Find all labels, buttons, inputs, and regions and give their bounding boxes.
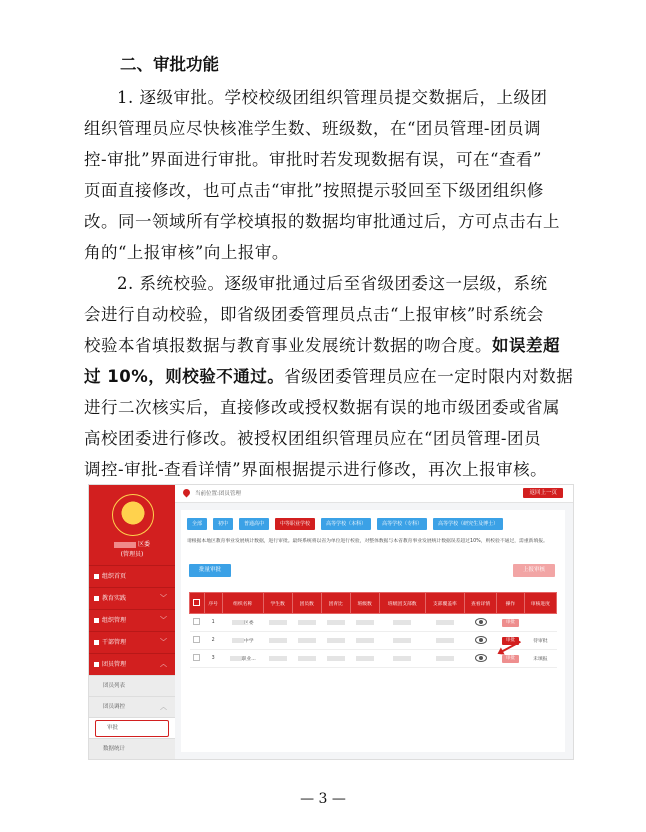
cell-org: 区委	[222, 614, 263, 632]
column-header: 查看详情	[464, 593, 496, 614]
tab-graduate[interactable]: 高等学校（研究生及博士）	[433, 518, 503, 530]
paragraph-validation	[84, 268, 574, 485]
para2-line: 高校团委进行修改。被授权团组织管理员应在“团员管理-团员	[84, 429, 542, 448]
back-button[interactable]: 返回上一页	[523, 488, 563, 498]
para2-lead: 2. 系统校验。	[117, 274, 225, 293]
cell-progress: 待审批	[524, 632, 556, 650]
user-role: (管理员)	[120, 551, 144, 558]
paragraph-approval	[84, 82, 574, 268]
para2-bold-text: 过 10%，则校验不通过。	[84, 367, 285, 386]
column-header: 组织名称	[222, 593, 263, 614]
column-header: 班级数	[350, 593, 379, 614]
para1-line: 控-审批”界面进行审批。审批时若发现数据有误，可在“查看”	[84, 150, 542, 169]
para1-lead: 1. 逐级审批。	[117, 88, 225, 107]
approve-button[interactable]: 审批	[502, 619, 519, 627]
sidebar-header	[89, 485, 175, 565]
sidebar-item-members[interactable]: 团员管理 ︿	[89, 653, 175, 675]
members-icon	[94, 662, 99, 667]
sidebar	[89, 485, 175, 759]
para1-line: 学校校级团组织管理员提交数据后，上级团	[224, 88, 548, 107]
view-details-icon[interactable]	[475, 654, 487, 662]
breadcrumb: 当前位置:团员管理	[195, 491, 241, 497]
para2-line: 逐级审批通过后至省级团委这一层级，系统	[224, 274, 548, 293]
cell-org: 职业...	[222, 650, 263, 668]
para1-line: 角的“上报审核”向上报审。	[84, 243, 289, 262]
tab-senior-high[interactable]: 普通高中	[239, 518, 269, 530]
tab-all[interactable]: 全部	[187, 518, 207, 530]
cell-no: 1	[204, 614, 222, 632]
para2-bold-text: 如误差超	[492, 336, 560, 355]
sidebar-subitem-member-adjust[interactable]: 团员调控 ︿	[89, 696, 175, 717]
sidebar-item-organization[interactable]: 组织管理 ﹀	[89, 609, 175, 631]
redacted-mask	[114, 542, 136, 548]
para2-line: 会进行自动校验，即省级团委管理员点击“上报审核”时系统会	[84, 305, 544, 324]
row-checkbox[interactable]	[190, 650, 205, 668]
select-all-checkbox[interactable]	[190, 593, 205, 614]
table-header-row	[190, 593, 557, 614]
cell-org: 中学	[222, 632, 263, 650]
section-heading: 二、审批功能	[120, 55, 219, 74]
school-type-tabs	[187, 518, 503, 530]
chevron-down-icon: ﹀	[160, 616, 167, 624]
column-header: 序号	[204, 593, 222, 614]
tab-vocational[interactable]: 中等职业学校	[275, 518, 315, 530]
embedded-screenshot	[88, 484, 574, 760]
book-icon	[94, 596, 99, 601]
tab-university[interactable]: 高等学校（本科）	[321, 518, 371, 530]
para1-line: 组织管理员应尽快核准学生数、班级数，在“团员管理-团员调	[84, 119, 542, 138]
cell-no: 3	[204, 650, 222, 668]
view-details-icon[interactable]	[475, 618, 487, 626]
sidebar-item-cadre[interactable]: 干部管理 ﹀	[89, 631, 175, 653]
para2-line: 省级团委管理员应在一定时限内对数据	[284, 367, 574, 386]
column-header: 团青比	[321, 593, 350, 614]
para1-line: 页面直接修改，也可点击“审批”按照提示驳回至下级团组织修	[84, 181, 544, 200]
sidebar-item-education[interactable]: 教育实践 ﹀	[89, 587, 175, 609]
league-emblem-icon	[112, 494, 154, 536]
para2-line: 进行二次核实后，直接修改或授权数据有误的地市级团委或省属	[84, 398, 560, 417]
cell-no: 2	[204, 632, 222, 650]
user-name: 区委	[89, 539, 175, 548]
sidebar-subitem-member-list[interactable]: 团员列表	[89, 675, 175, 696]
chevron-up-icon: ︿	[160, 660, 167, 668]
column-header: 审核进度	[524, 593, 556, 614]
tab-junior-high[interactable]: 初中	[213, 518, 233, 530]
table-row	[190, 632, 557, 650]
approval-table	[189, 592, 557, 668]
top-bar	[175, 485, 573, 503]
location-pin-icon	[182, 488, 192, 498]
para2-line: 调控-审批-查看详情”界面根据提示进行修改，再次上报审核。	[84, 460, 548, 479]
report-review-button[interactable]: 上报审核	[513, 564, 555, 577]
chevron-up-icon: ︿	[160, 703, 167, 711]
chevron-down-icon: ﹀	[160, 638, 167, 646]
row-checkbox[interactable]	[190, 614, 205, 632]
column-header: 学生数	[263, 593, 292, 614]
chevron-down-icon: ﹀	[160, 594, 167, 602]
sidebar-subitem-approve[interactable]: 审批	[89, 717, 175, 738]
approve-button[interactable]: 审批	[502, 655, 519, 663]
page-number: — 3 —	[300, 791, 346, 807]
cell-progress: 未填报	[524, 650, 556, 668]
notice-text: 请根据本地区教育事业发展统计数据，进行审批。最终系统将以省为单位进行校验，对整体数据与本省教育事业发展统计数据误差超过10%，则校验不通过，需重新填报。	[187, 539, 548, 544]
sidebar-menu	[89, 565, 175, 759]
org-icon	[94, 618, 99, 623]
table-row	[190, 614, 557, 632]
user-icon	[94, 640, 99, 645]
home-icon	[94, 574, 99, 579]
view-details-icon[interactable]	[475, 636, 487, 644]
approve-button[interactable]: 审批	[502, 637, 519, 645]
sidebar-subitem-stats[interactable]: 数据统计	[89, 738, 175, 759]
cell-progress	[524, 614, 556, 632]
row-checkbox[interactable]	[190, 632, 205, 650]
para2-line: 校验本省填报数据与教育事业发展统计数据的吻合度。	[84, 336, 492, 355]
tab-college[interactable]: 高等学校（专科）	[377, 518, 427, 530]
column-header: 支部覆盖率	[425, 593, 464, 614]
content-panel	[181, 510, 565, 752]
sidebar-item-home[interactable]: 组织首页	[89, 565, 175, 587]
column-header: 团员数	[292, 593, 321, 614]
para1-line: 改。同一领域所有学校填报的数据均审批通过后，方可点击右上	[84, 212, 560, 231]
column-header: 操作	[497, 593, 525, 614]
batch-approve-button[interactable]: 批量审批	[189, 564, 231, 577]
column-header: 班级团支部数	[379, 593, 425, 614]
